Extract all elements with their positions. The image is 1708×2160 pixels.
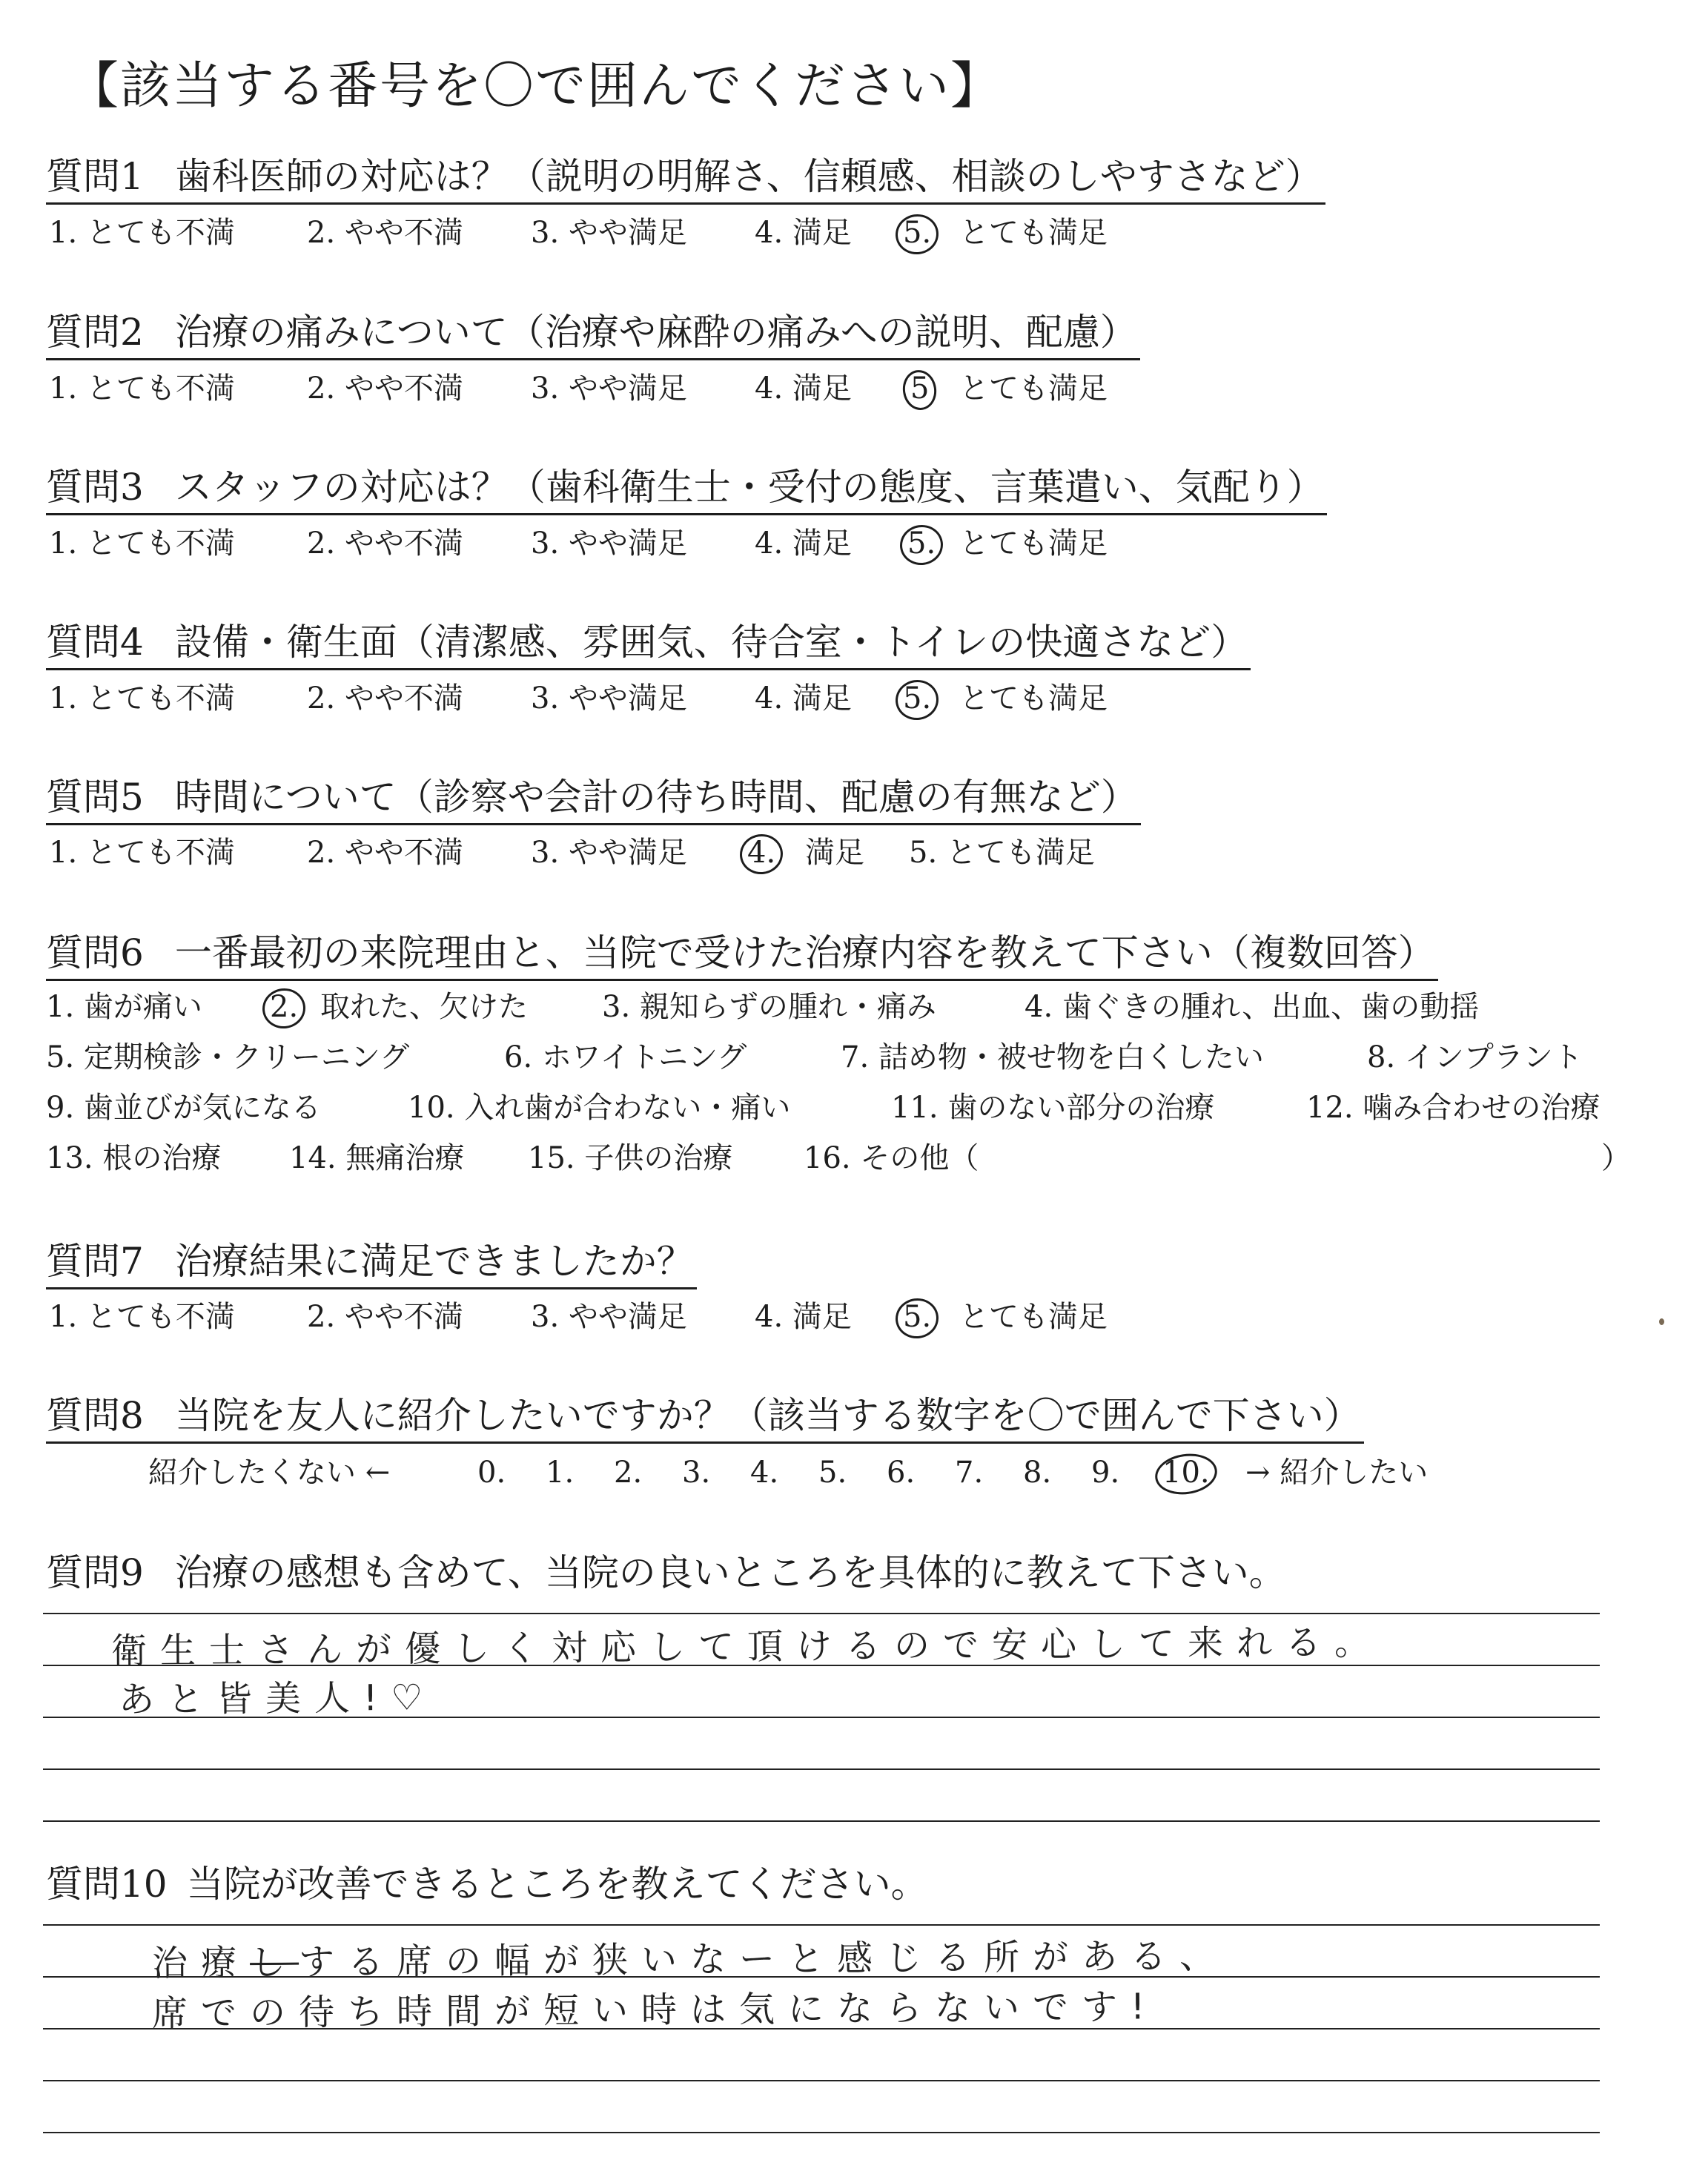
question-8-scale: [148, 1452, 1483, 1496]
question-9-label: 質問9: [46, 1551, 144, 1594]
question-4-text: 設備・衛生面（清潔感、雰囲気、待合室・トイレの快適さなど）: [174, 621, 1248, 664]
question-4-options: [49, 678, 1309, 722]
question-9-text: 治療の感想も含めて、当院の良いところを具体的に教えて下さい。: [174, 1551, 1286, 1594]
q2-option-5-circled[interactable]: 5: [910, 371, 930, 406]
q6-option-14[interactable]: 14. 無痛治療: [289, 1141, 465, 1175]
q5-option-3[interactable]: 3. やや満足: [531, 836, 687, 870]
q8-score-10-circled[interactable]: 10.: [1162, 1456, 1210, 1490]
q5-option-5[interactable]: 5. とても満足: [909, 836, 1095, 870]
q4-option-4[interactable]: 4. 満足: [755, 681, 852, 716]
question-3-text: スタッフの対応は？（歯科衛生士・受付の態度、言葉遣い、気配り）: [174, 466, 1324, 509]
q4-option-5-label: とても満足: [959, 681, 1108, 716]
q7-option-3[interactable]: 3. やや満足: [531, 1300, 687, 1334]
q8-score-6[interactable]: 6.: [887, 1456, 916, 1490]
question-10-text: 当院が改善できるところを教えてください。: [186, 1863, 928, 1906]
question-3-label: 質問3: [46, 466, 144, 509]
q9-answer-rule-4: [43, 1768, 1600, 1770]
q1-option-4[interactable]: 4. 満足: [755, 216, 852, 250]
question-6-row-3: [46, 1087, 1662, 1132]
q7-option-1[interactable]: 1. とても不満: [49, 1300, 235, 1334]
q8-score-2[interactable]: 2.: [614, 1456, 643, 1490]
q6-option-3[interactable]: 3. 親知らずの腫れ・痛み: [602, 990, 936, 1024]
q8-score-1[interactable]: 1.: [546, 1456, 575, 1490]
q5-option-4-circled[interactable]: 4.: [747, 836, 776, 870]
q1-option-3[interactable]: 3. やや満足: [531, 216, 687, 250]
q9-handwritten-line-2: あと皆美人!♡: [118, 1677, 437, 1721]
question-1-label: 質問1: [46, 155, 144, 198]
q6-option-4[interactable]: 4. 歯ぐきの腫れ、出血、歯の動揺: [1025, 990, 1480, 1024]
question-2-label: 質問2: [46, 311, 144, 354]
question-6-title: [46, 928, 1438, 981]
question-6-label: 質問6: [46, 931, 144, 974]
question-1-text: 歯科医師の対応は？（説明の明解さ、信頼感、相談のしやすさなど）: [174, 155, 1323, 198]
q4-option-3[interactable]: 3. やや満足: [531, 681, 687, 716]
scan-speck: [1659, 1318, 1664, 1325]
q7-option-4[interactable]: 4. 満足: [755, 1300, 852, 1334]
q6-option-1[interactable]: 1. 歯が痛い: [46, 990, 202, 1024]
question-5-text: 時間について（診察や会計の待ち時間、配慮の有無など）: [174, 776, 1138, 819]
question-3-title: [46, 463, 1327, 515]
q7-option-5-circled[interactable]: 5.: [903, 1300, 932, 1334]
q6-option-12[interactable]: 12. 噛み合わせの治療: [1306, 1091, 1601, 1125]
q10-handwritten-line-2: 席での待ち時間が短い時は気にならないです!: [151, 1986, 1159, 2035]
q6-option-9[interactable]: 9. 歯並びが気になる: [46, 1091, 321, 1125]
q10-line-1-start: 治療: [151, 1942, 251, 1985]
q8-score-9[interactable]: 9.: [1091, 1456, 1120, 1490]
q6-option-2-circled[interactable]: 2.: [270, 990, 299, 1024]
q8-right-label: → 紹介したい: [1245, 1456, 1429, 1490]
q5-option-4-label: 満足: [805, 836, 864, 870]
q8-score-0[interactable]: 0.: [477, 1456, 506, 1490]
q8-score-8[interactable]: 8.: [1023, 1456, 1052, 1490]
q8-score-4[interactable]: 4.: [750, 1456, 779, 1490]
q6-option-8[interactable]: 8. インプラント: [1367, 1040, 1583, 1074]
q10-answer-rule-5: [43, 2132, 1600, 2133]
question-6-text: 一番最初の来院理由と、当院で受けた治療内容を教えて下さい（複数回答）: [174, 931, 1435, 974]
q5-option-1[interactable]: 1. とても不満: [49, 836, 235, 870]
question-5-title: [46, 773, 1141, 825]
question-1-options: [49, 212, 1309, 257]
q1-option-5-circled[interactable]: 5.: [903, 216, 932, 250]
q2-option-3[interactable]: 3. やや満足: [531, 371, 687, 406]
q3-option-3[interactable]: 3. やや満足: [531, 526, 687, 561]
form-instruction-header: 【該当する番号を〇で囲んでください】: [68, 57, 1003, 116]
q1-option-5-label: とても満足: [959, 216, 1108, 250]
q3-option-2[interactable]: 2. やや不満: [307, 526, 463, 561]
q8-score-3[interactable]: 3.: [682, 1456, 711, 1490]
q8-score-7[interactable]: 7.: [955, 1456, 984, 1490]
q2-option-2[interactable]: 2. やや不満: [307, 371, 463, 406]
question-6-row-1: [46, 986, 1662, 1031]
q9-handwritten-line-1: 衛生士さんが優しく対応して頂けるので安心して来れる。: [110, 1622, 1384, 1672]
q3-option-1[interactable]: 1. とても不満: [49, 526, 235, 561]
q10-line-1-rest: する席の幅が狭いなーと感じる所がある、: [298, 1935, 1229, 1984]
question-5-label: 質問5: [46, 776, 144, 819]
question-4-label: 質問4: [46, 621, 144, 664]
q3-option-4[interactable]: 4. 満足: [755, 526, 852, 561]
q6-option-15[interactable]: 15. 子供の治療: [528, 1141, 733, 1175]
question-8-label: 質問8: [46, 1394, 144, 1437]
q6-option-16[interactable]: 16. その他（: [804, 1141, 979, 1175]
question-7-options: [49, 1296, 1309, 1341]
question-3-options: [49, 523, 1309, 567]
question-8-text: 当院を友人に紹介したいですか？（該当する数字を〇で囲んで下さい）: [174, 1394, 1361, 1437]
question-4-title: [46, 618, 1251, 670]
question-5-options: [49, 832, 1309, 876]
q7-option-5-label: とても満足: [959, 1300, 1108, 1334]
q1-option-1[interactable]: 1. とても不満: [49, 216, 235, 250]
question-7-title: [46, 1237, 697, 1289]
q6-option-6[interactable]: 6. ホワイトニング: [504, 1040, 747, 1074]
question-8-title: [46, 1391, 1364, 1444]
q6-option-5[interactable]: 5. 定期検診・クリーニング: [46, 1040, 410, 1074]
question-7-text: 治療結果に満足できましたか？: [174, 1240, 694, 1283]
q3-option-5-label: とても満足: [959, 526, 1108, 561]
q6-option-2-label: 取れた、欠けた: [320, 990, 528, 1024]
q6-option-13[interactable]: 13. 根の治療: [46, 1141, 222, 1175]
q5-option-2[interactable]: 2. やや不満: [307, 836, 463, 870]
q7-option-2[interactable]: 2. やや不満: [307, 1300, 463, 1334]
question-6-row-4: [46, 1137, 1662, 1182]
q4-option-2[interactable]: 2. やや不満: [307, 681, 463, 716]
q10-answer-rule-4: [43, 2080, 1600, 2081]
question-9-title: [46, 1548, 1286, 1597]
question-2-text: 治療の痛みについて（治療や麻酔の痛みへの説明、配慮）: [174, 311, 1137, 354]
question-2-options: [49, 368, 1309, 412]
q4-option-1[interactable]: 1. とても不満: [49, 681, 235, 716]
q2-option-1[interactable]: 1. とても不満: [49, 371, 235, 406]
q6-option-10[interactable]: 10. 入れ歯が合わない・痛い: [408, 1091, 791, 1125]
q6-option-16-close-paren: ）: [1601, 1141, 1631, 1175]
question-2-title: [46, 308, 1140, 360]
q1-option-2[interactable]: 2. やや不満: [307, 216, 463, 250]
q8-score-5[interactable]: 5.: [818, 1456, 847, 1490]
q10-answer-rule-1: [43, 1924, 1600, 1926]
q2-option-4[interactable]: 4. 満足: [755, 371, 852, 406]
question-10-title: [46, 1860, 928, 1909]
q3-option-5-circled[interactable]: 5.: [907, 526, 936, 561]
q10-struck-out-text: し: [249, 1941, 299, 1984]
question-7-label: 質問7: [46, 1240, 144, 1283]
q6-option-11[interactable]: 11. 歯のない部分の治療: [891, 1091, 1215, 1125]
question-1-title: [46, 152, 1325, 205]
q2-option-5-label: とても満足: [959, 371, 1108, 406]
question-6-row-2: [46, 1037, 1662, 1081]
q9-answer-rule-5: [43, 1820, 1600, 1822]
question-10-label: 質問10: [46, 1863, 168, 1906]
q8-left-label: 紹介したくない ←: [148, 1456, 391, 1490]
q6-option-7[interactable]: 7. 詰め物・被せ物を白くしたい: [841, 1040, 1264, 1074]
q4-option-5-circled[interactable]: 5.: [903, 681, 932, 716]
q10-handwritten-line-1: [152, 1927, 1228, 1986]
